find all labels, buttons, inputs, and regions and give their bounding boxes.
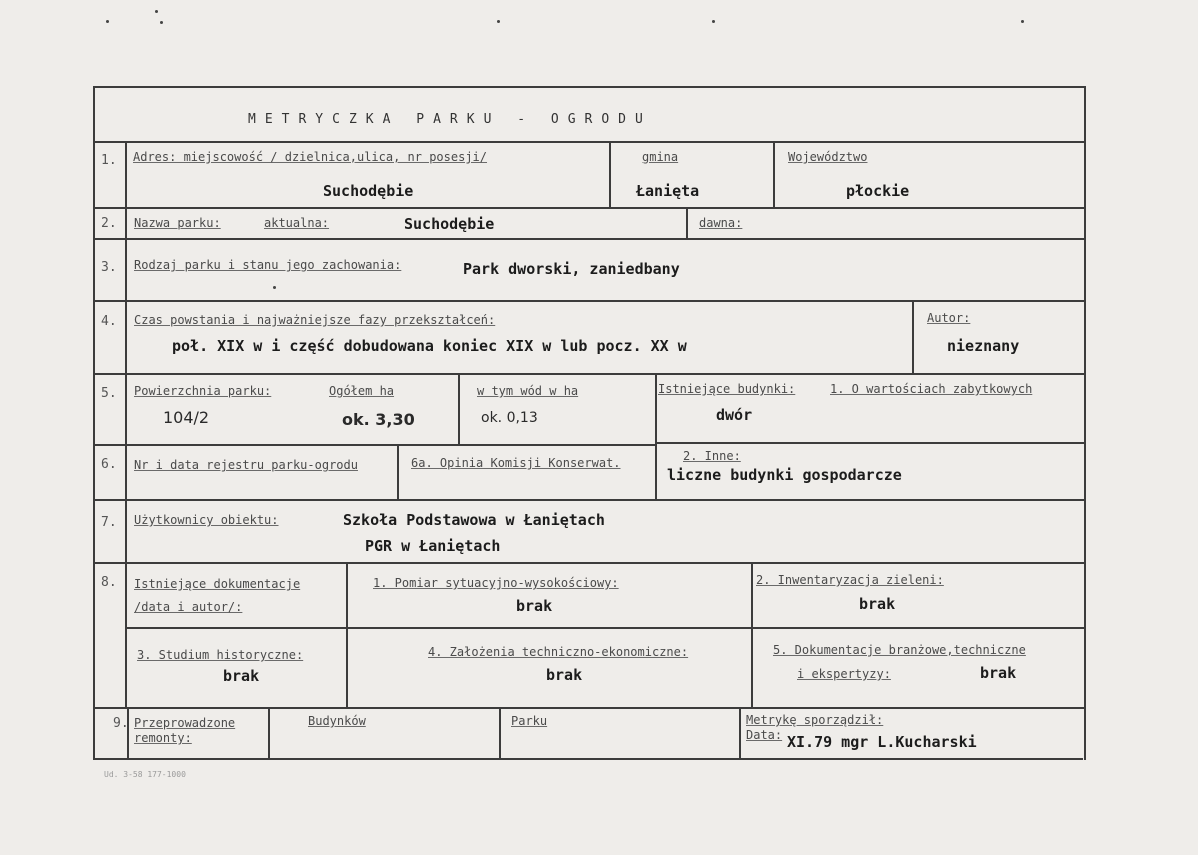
users-label: Użytkownicy obiektu:: [134, 513, 279, 527]
survey-value: brak: [516, 597, 553, 615]
current-name-value: Suchodębie: [404, 215, 495, 233]
user-2-value: PGR w Łaniętach: [365, 537, 501, 555]
water-area-value: ok. 0,13: [481, 410, 538, 426]
prepared-by-value: XI.79 mgr L.Kucharski: [787, 733, 977, 751]
history-study-value: brak: [223, 667, 260, 685]
creation-time-value: poł. XIX w i część dobudowana koniec XIX w lub pocz. XX w: [172, 337, 687, 355]
renovations-label-1: Przeprowadzone: [134, 716, 236, 730]
row-6-number: 6.: [101, 457, 117, 472]
branch-docs-label-1: 5. Dokumentacje branżowe,techniczne: [773, 643, 1026, 657]
row-8-number: 8.: [101, 575, 117, 590]
author-label: Autor:: [927, 311, 971, 325]
row-7-number: 7.: [101, 515, 117, 530]
row-1-number: 1.: [101, 153, 117, 168]
card-title: METRYCZKA PARKU - OGRODU: [248, 112, 652, 127]
voivodeship-value: płockie: [846, 182, 910, 200]
prepared-by-label: Metrykę sporządził:: [746, 713, 884, 727]
creation-time-label: Czas powstania i najważniejsze fazy przekształceń:: [134, 313, 496, 327]
water-area-label: w tym wód w ha: [477, 384, 579, 398]
documentation-label-1: Istniejące dokumentacje: [134, 577, 301, 591]
current-name-label: aktualna:: [264, 216, 330, 230]
inventory-value: brak: [859, 595, 896, 613]
renovations-park-label: Parku: [511, 714, 548, 728]
renovations-buildings-label: Budynków: [308, 714, 366, 728]
row-4-number: 4.: [101, 314, 117, 329]
buildings-label: Istniejące budynki:: [658, 382, 796, 396]
inventory-label: 2. Inwentaryzacja zieleni:: [756, 573, 944, 587]
row-5-number: 5.: [101, 386, 117, 401]
area-label: Powierzchnia parku:: [134, 384, 272, 398]
row-9-number: 9.: [113, 716, 129, 731]
renovations-label-2: remonty:: [134, 731, 192, 745]
row-3-number: 3.: [101, 260, 117, 275]
park-type-label: Rodzaj parku i stanu jego zachowania:: [134, 258, 402, 272]
tech-assumptions-label: 4. Założenia techniczno-ekonomiczne:: [428, 645, 689, 659]
historic-buildings-label: 1. O wartościach zabytkowych: [830, 382, 1033, 396]
tech-assumptions-value: brak: [546, 666, 583, 684]
address-value: Suchodębie: [323, 182, 414, 200]
voivodeship-label: Województwo: [788, 150, 868, 164]
address-label: Adres: miejscowość / dzielnica,ulica, nr posesji/: [133, 150, 488, 164]
gmina-value: Łanięta: [636, 182, 700, 200]
historic-buildings-value: dwór: [716, 406, 753, 424]
other-buildings-value: liczne budynki gospodarcze: [667, 466, 902, 484]
other-buildings-label: 2. Inne:: [683, 449, 741, 463]
park-type-value: Park dworski, zaniedbany: [463, 260, 680, 278]
total-area-value: ok. 3,30: [342, 410, 415, 429]
documentation-label-2: /data i autor/:: [134, 600, 243, 614]
branch-docs-value: brak: [980, 664, 1017, 682]
user-1-value: Szkoła Podstawowa w Łaniętach: [343, 511, 605, 529]
area-number-value: 104/2: [163, 408, 210, 427]
date-label: Data:: [746, 728, 783, 742]
author-value: nieznany: [947, 337, 1020, 355]
print-stamp: Ud. 3-58 177-1000: [104, 770, 186, 779]
park-name-label: Nazwa parku:: [134, 216, 221, 230]
former-name-label: dawna:: [699, 216, 743, 230]
branch-docs-label-2: i ekspertyzy:: [797, 667, 891, 681]
register-label: Nr i data rejestru parku-ogrodu: [134, 458, 358, 472]
opinion-label: 6a. Opinia Komisji Konserwat.: [411, 456, 621, 470]
gmina-label: gmina: [642, 150, 679, 164]
history-study-label: 3. Studium historyczne:: [137, 648, 304, 662]
survey-label: 1. Pomiar sytuacyjno-wysokościowy:: [373, 576, 619, 590]
total-area-label: Ogółem ha: [329, 384, 395, 398]
row-2-number: 2.: [101, 216, 117, 231]
